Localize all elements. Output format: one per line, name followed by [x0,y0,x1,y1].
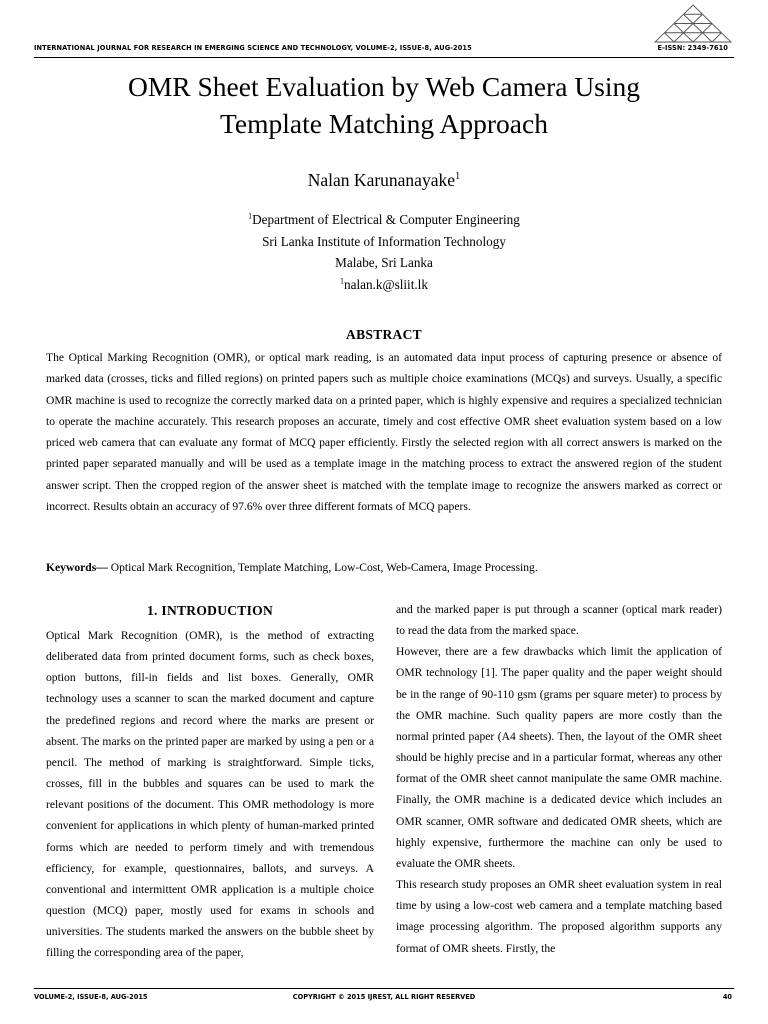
intro-paragraph: However, there are a few drawbacks which limit the application of OMR technology [1]. The paper quality and the paper weight should be in the range of 90-110 gsm (grams per square meter) to process by the OMR machine. Such quality papers are more costly than the normal printed paper (A4 sheets). Then, the layout of the OMR sheet should be highly precise and in a particular format, whereas any other format of the OMR sheet cannot manipulate the same OMR machine. Finally, the OMR machine is a dedicated device which includes an OMR scanner, OMR software and dedicated OMR sheets, which are highly expensive, furthermore the machine can only be used to evaluate the OMR sheets. [396,645,722,870]
keywords-label: Keywords— [46,561,108,574]
author [0,170,768,191]
page-number: 40 [722,993,732,1001]
issn-label: E-ISSN: 2349-7610 [657,44,728,52]
introduction-heading: 1. INTRODUCTION [146,603,273,618]
email-line [0,274,768,296]
keywords [46,561,722,574]
abstract-heading: ABSTRACT [346,327,422,342]
keywords-text: Optical Mark Recognition, Template Matching, Low-Cost, Web-Camera, Image Processing. [107,561,538,574]
footer-volume: VOLUME-2, ISSUE-8, AUG-2015 [34,993,148,1001]
right-column [396,599,722,959]
footer-rule [34,988,734,989]
institute-line: Sri Lanka Institute of Information Technology [262,233,506,249]
footer-copyright: COPYRIGHT © 2015 IJREST, ALL RIGHT RESERVED [292,993,476,1001]
author-name: Nalan Karunanayake [307,170,455,190]
abstract-text: The Optical Marking Recognition (OMR), or optical mark reading, is an automated data input process of capturing presence or absence of marked data (crosses, ticks and filled regions) on printed papers such as multiple choice examinations (MCQs) and surveys. Usually, a specific OMR machine is used to recognize the correctly marked data on a printed paper, which is highly expensive and requires a specialized technician to operate the machine accurately. This research proposes an accurate, timely and cost effective OMR sheet evaluation system based on a low priced web camera that can evaluate any format of MCQ paper efficiently. Firstly the selected region with all correct answers is marked on the printed paper separated manually and will be used as a template image in the matching process to extract the answered region of the student answer script. Then the cropped region of the answer sheet is matched with the template image to recognize the answers marked as correct or incorrect. Results obtain an accuracy of 97.6% over three different formats of MCQ papers. [46,351,722,514]
journal-logo-icon [652,4,734,49]
email-superscript: 1 [340,276,344,286]
left-column [46,625,374,964]
title-line-2: Template Matching Approach [220,108,548,139]
location-line: Malabe, Sri Lanka [335,255,433,270]
header-rule [34,57,734,58]
author-superscript: 1 [454,171,461,183]
affiliation [0,209,768,295]
paper-title [0,68,768,142]
author-email: nalan.k@sliit.lk [344,276,428,292]
intro-paragraph: Optical Mark Recognition (OMR), is the method of extracting deliberated data from printed document forms, such as check boxes, option buttons, fill-in fields and list boxes. Generally, OMR technology uses a scanner to scan the marked document and capture the predefined regions and record where the marks are present or absent. The marks on the printed paper are marked by using a pen or a pencil. The method of marking is straightforward. Simple ticks, crosses, fill in the bubbles and squares can be used to mark the relevant positions of the document. This OMR methodology is more convenient for applications in which plenty of human-marked printed forms which are needed to perform timely and with tremendous efficiency, for example, questionnaires, ballots, and surveys. A conventional and intermittent OMR application is a multiple choice question (MCQ) paper, mostly used for exams in schools and universities. The students marked the answers on the bubble sheet by filling the corresponding area of the paper, [46,629,374,960]
intro-paragraph: and the marked paper is put through a scanner (optical mark reader) to read the data from the marked space. [396,603,722,638]
journal-header: INTERNATIONAL JOURNAL FOR RESEARCH IN EMERGING SCIENCE AND TECHNOLOGY, VOLUME-2, ISSUE-8, AUG-2015 [34,44,472,52]
intro-paragraph: This research study proposes an OMR sheet evaluation system in real time by using a low-cost web camera and a template matching based image processing algorithm. The proposed algorithm supports any format of OMR sheets. Firstly, the [396,878,722,955]
department-line: $^1$Department of Electrical & Computer Engineering [248,211,520,227]
department-superscript: 1 [248,211,253,221]
title-line-1: OMR Sheet Evaluation by Web Camera Using [127,71,641,102]
